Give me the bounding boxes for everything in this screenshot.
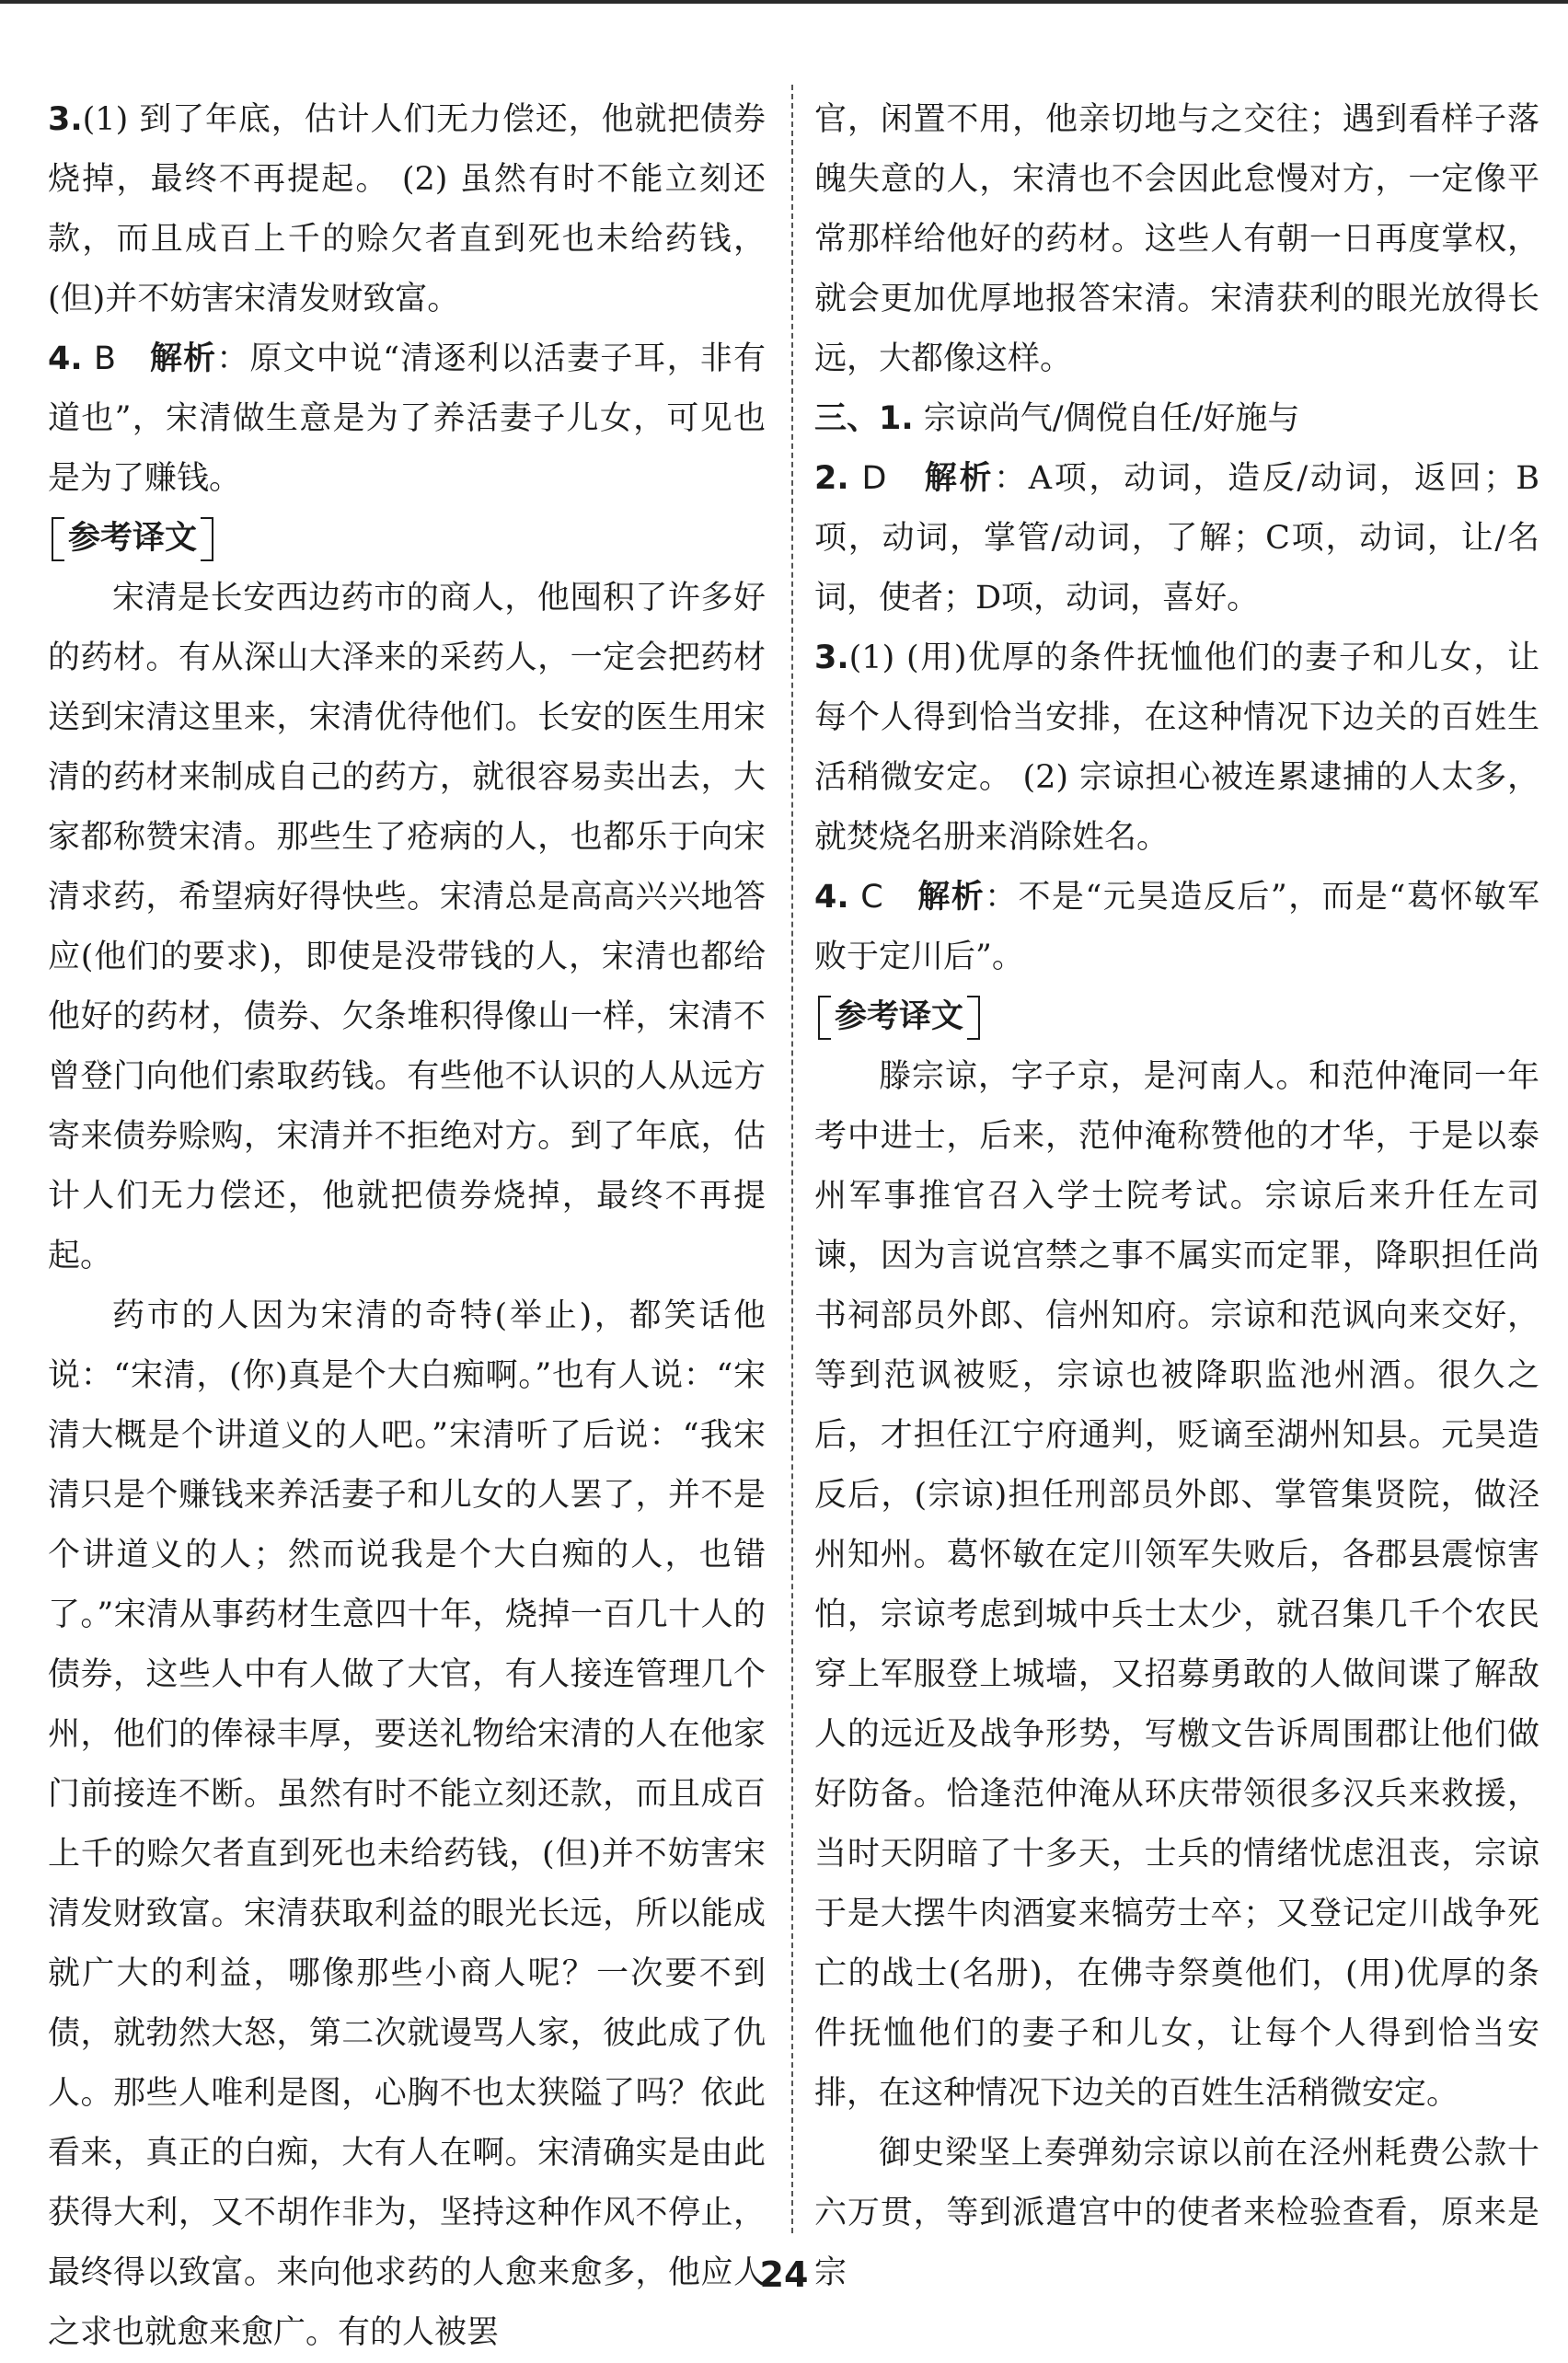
- translation-continuation: 官，闲置不用，他亲切地与之交往；遇到看样子落魄失意的人，宋清也不会因此怠慢对方，一定像平常那样给他好的药材。这些人有朝一日再度掌权，就会更加优厚地报答宋清。宋清获利的眼光放得长远，大都像这样。: [814, 101, 1539, 377]
- analysis-label: 解析: [149, 340, 217, 377]
- translation-heading: 参考译文: [48, 513, 217, 564]
- analysis-label: 解析: [917, 879, 986, 916]
- answer-4: [814, 868, 1539, 987]
- section-3-answer-1: [814, 389, 1539, 449]
- top-rule: [0, 0, 1568, 4]
- answer-text: 宗谅尚气/倜傥自任/好施与: [923, 400, 1300, 437]
- choice-answer: C: [860, 879, 883, 916]
- choice-answer: D: [861, 460, 887, 497]
- page-number: 24: [759, 2254, 809, 2295]
- translation-heading: 参考译文: [814, 991, 984, 1043]
- question-number: 3.: [814, 640, 849, 676]
- question-number: 2.: [814, 460, 849, 497]
- choice-answer: B: [93, 340, 116, 377]
- question-number: 三、1.: [814, 400, 914, 437]
- analysis-text: ：原文中说“清逐利以活妻子耳，非有道也”，宋清做生意是为了养活妻子儿女，可见也是为了赚钱。: [48, 340, 766, 497]
- column-divider: [791, 85, 793, 2233]
- left-column: [48, 90, 766, 2363]
- analysis-text: ：不是“元昊造反后”，而是“葛怀敏军败于定川后”。: [814, 879, 1539, 975]
- question-number: 4.: [48, 340, 83, 377]
- analysis-text: ：A项，动词，造反/动词，返回；B项，动词，掌管/动词，了解；C项，动词，让/名词，使者；D项，动词，喜好。: [814, 460, 1539, 617]
- answer-2: [814, 449, 1539, 628]
- translation-paragraph: 滕宗谅，字子京，是河南人。和范仲淹同一年考中进士，后来，范仲淹称赞他的才华，于是以泰州军事推官召入学士院考试。宗谅后来升任左司谏，因为言说宫禁之事不属实而定罪，降职担任尚书祠部员外郎、信州知府。宗谅和范讽向来交好，等到范讽被贬，宗谅也被降职监池州酒。很久之后，才担任江宁府通判，贬谪至湖州知县。元昊造反后，(宗谅)担任刑部员外郎、掌管集贤院，做泾州知州。葛怀敏在定川领军失败后，各郡县震惊害怕，宗谅考虑到城中兵士太少，就召集几千个农民穿上军服登上城墙，又招募勇敢的人做间谍了解敌人的远近及战争形势，写檄文告诉周围郡让他们做好防备。恰逢范仲淹从环庆带领很多汉兵来救援，当时天阴暗了十多天，士兵的情绪忧虑沮丧，宗谅于是大摆牛肉酒宴来犒劳士卒；又登记定川战争死亡的战士(名册)，在佛寺祭奠他们，(用)优厚的条件抚恤他们的妻子和儿女，让每个人得到恰当安排，在这种情况下边关的百姓生活稍微安定。: [814, 1058, 1539, 2112]
- answer-text: (1) (用)优厚的条件抚恤他们的妻子和儿女，让每个人得到恰当安排，在这种情况下边关的百姓生活稍微安定。 (2) 宗谅担心被连累逮捕的人太多，就焚烧名册来消除姓名。: [814, 640, 1539, 856]
- answer-4: [48, 329, 766, 509]
- question-number: 3.: [48, 101, 83, 138]
- answer-3: [814, 628, 1539, 868]
- analysis-label: 解析: [924, 460, 995, 497]
- answer-text: (1) 到了年底，估计人们无力偿还，他就把债券烧掉，最终不再提起。 (2) 虽然有时不能立刻还款，而且成百上千的赊欠者直到死也未给药钱，(但)并不妨害宋清发财致富。: [48, 101, 766, 317]
- right-column: [814, 90, 1539, 2303]
- translation-paragraph: 药市的人因为宋清的奇特(举止)，都笑话他说：“宋清，(你)真是个大白痴啊。”也有人说：“宋清大概是个讲道义的人吧。”宋清听了后说：“我宋清只是个赚钱来养活妻子和儿女的人罢了，并不是个讲道义的人；然而说我是个大白痴的人，也错了。”宋清从事药材生意四十年，烧掉一百几十人的债券，这些人中有人做了大官，有人接连管理几个州，他们的俸禄丰厚，要送礼物给宋清的人在他家门前接连不断。虽然有时不能立刻还款，而且成百上千的赊欠者直到死也未给药钱，(但)并不妨害宋清发财致富。宋清获取利益的眼光长远，所以能成就广大的利益，哪像那些小商人呢？一次要不到债，就勃然大怒，第二次就谩骂人家，彼此成了仇人。那些人唯利是图，心胸不也太狭隘了吗？依此看来，真正的白痴，大有人在啊。宋清确实是由此获得大利，又不胡作非为，坚持这种作风不停止，最终得以致富。来向他求药的人愈来愈多，他应人之求也就愈来愈广。有的人被罢: [48, 1297, 766, 2351]
- translation-paragraph: 宋清是长安西边药市的商人，他囤积了许多好的药材。有从深山大泽来的采药人，一定会把药材送到宋清这里来，宋清优待他们。长安的医生用宋清的药材来制成自己的药方，就很容易卖出去，大家都称赞宋清。那些生了疮病的人，也都乐于向宋清求药，希望病好得快些。宋清总是高高兴兴地答应(他们的要求)，即使是没带钱的人，宋清也都给他好的药材，债券、欠条堆积得像山一样，宋清不曾登门向他们索取药钱。有些他不认识的人从远方寄来债券赊购，宋清并不拒绝对方。到了年底，估计人们无力偿还，他就把债券烧掉，最终不再提起。: [48, 580, 766, 1274]
- question-number: 4.: [814, 879, 849, 916]
- translation-paragraph: 御史梁坚上奏弹劾宗谅以前在泾州耗费公款十六万贯，等到派遣宫中的使者来检验查看，原来是宗: [814, 2135, 1539, 2291]
- answer-3: [48, 90, 766, 329]
